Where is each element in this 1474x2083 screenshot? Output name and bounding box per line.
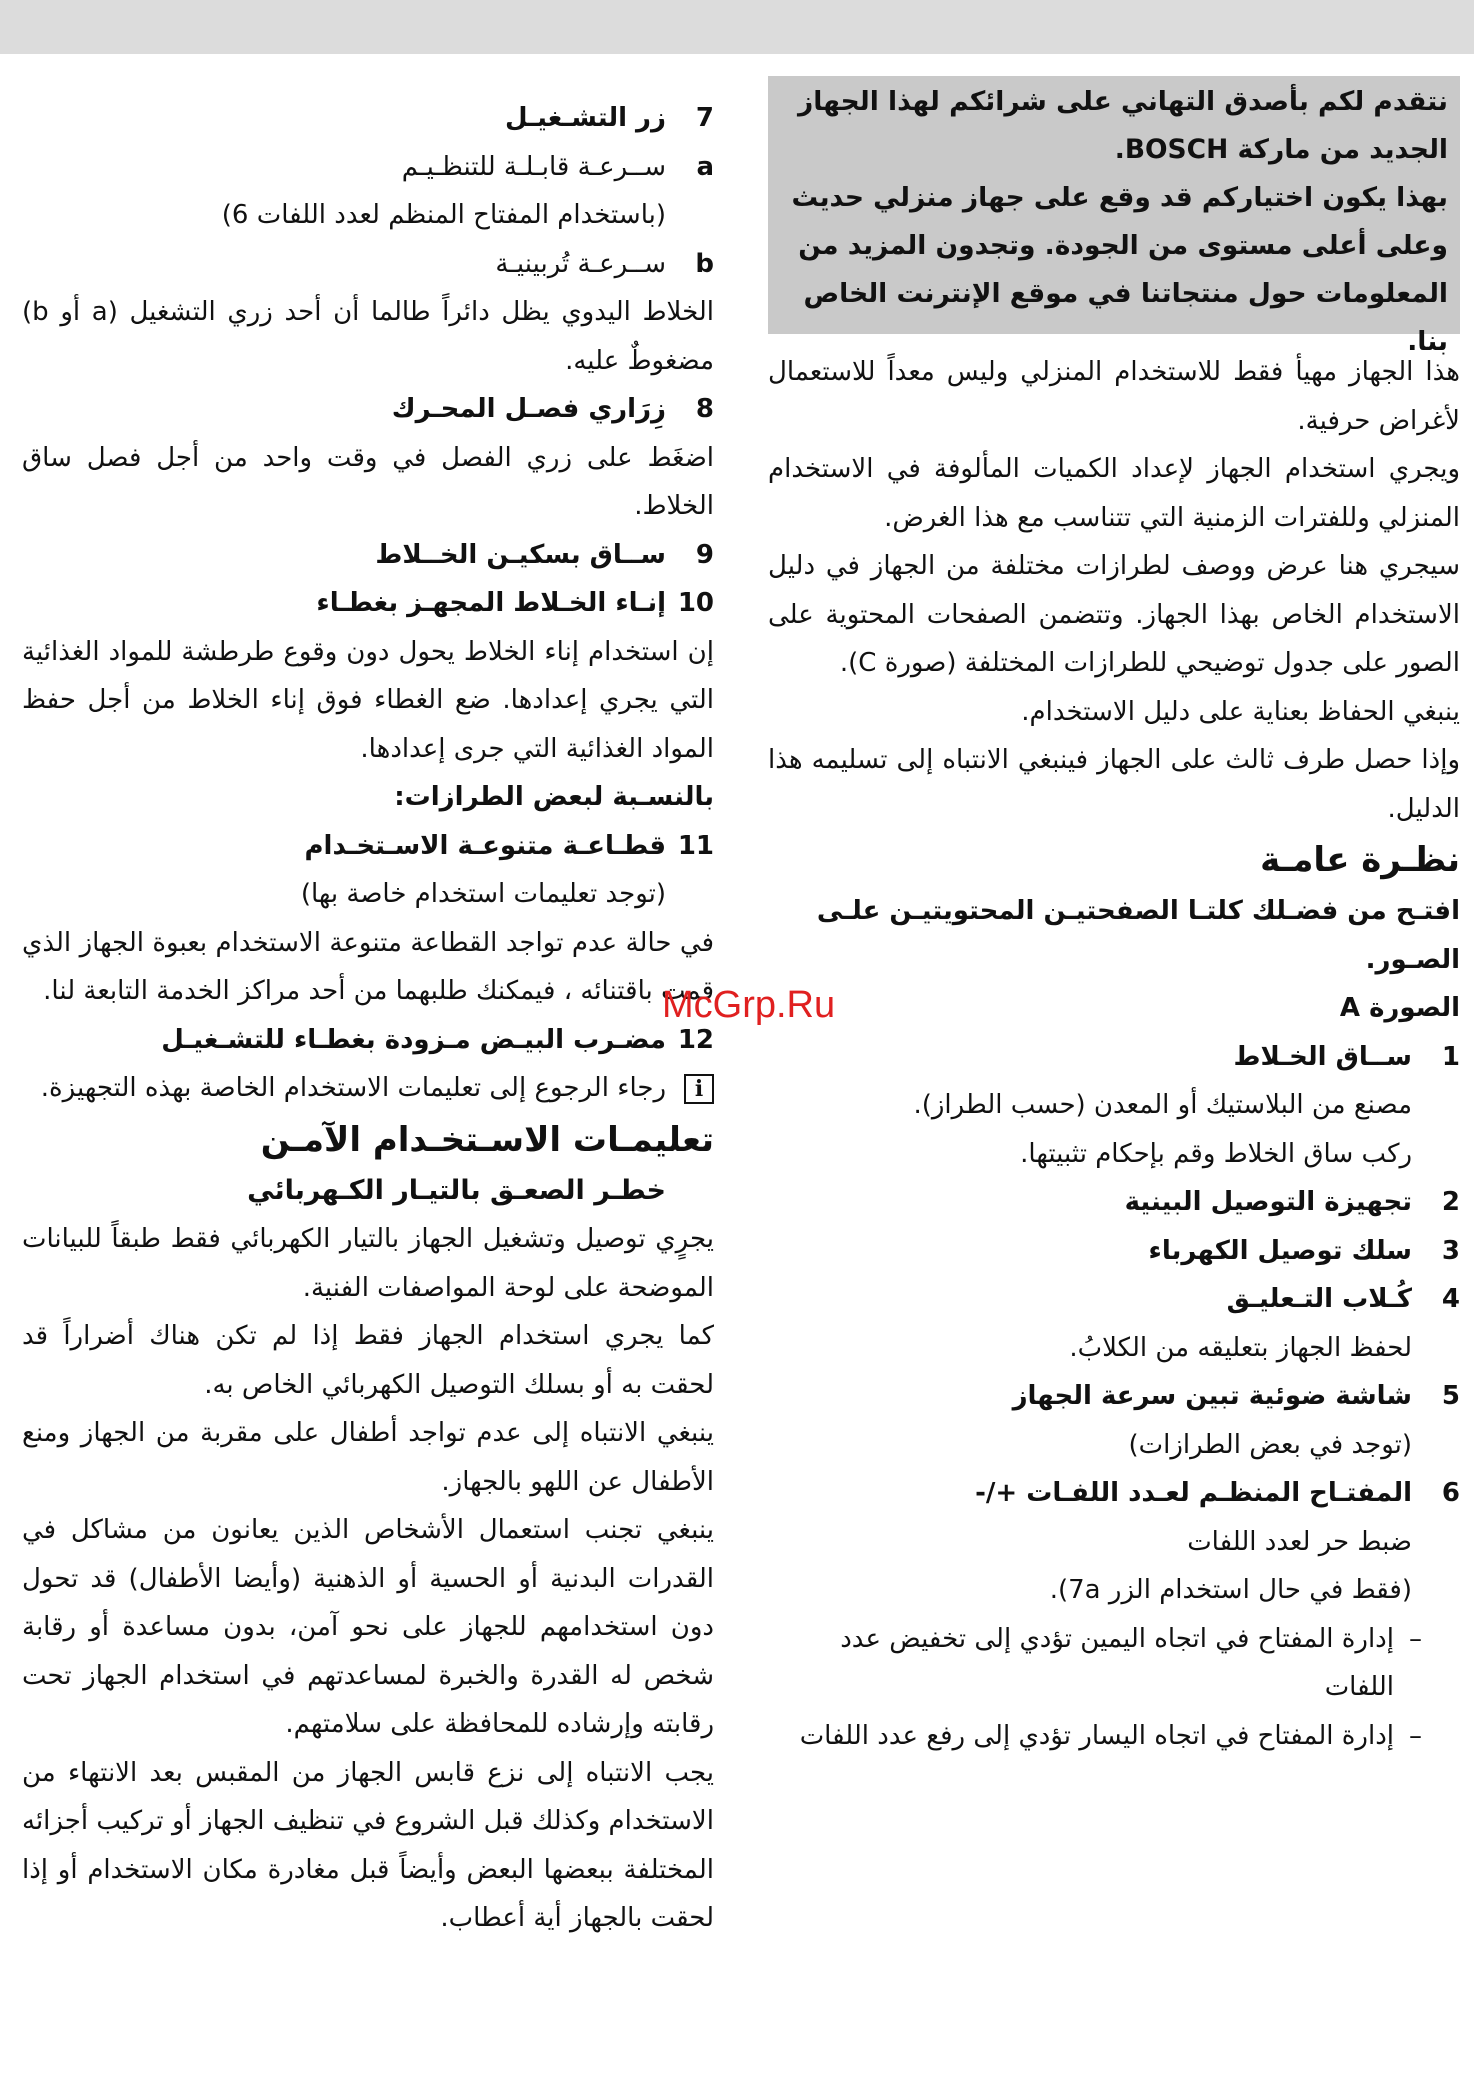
- overview-item-1: [768, 1033, 1460, 1082]
- item-number: 2: [1441, 1187, 1460, 1217]
- item-11: [22, 822, 714, 871]
- intro-line: وعلى أعلى مستوى من الجودة. وتجدون المزيد من: [798, 230, 1448, 261]
- left-column: [22, 94, 714, 1943]
- overview-item-5: [768, 1372, 1460, 1421]
- item-title: المفتـاح المنظـم لعـدد اللفـات +/-: [975, 1478, 1412, 1508]
- watermark: McGrp.Ru: [662, 984, 836, 1026]
- item-title: تجهيزة التوصيل البينية: [1124, 1187, 1412, 1217]
- paragraph: وإذا حصل طرف ثالث على الجهاز فينبغي الانتباه إلى تسليمه هذا الدليل.: [768, 745, 1460, 824]
- sub-text: ســرعـة تُربينيـة: [495, 248, 666, 279]
- intro-line: بهذا يكون اختياركم قد وقع على جهاز منزلي حديث: [791, 182, 1448, 213]
- paragraph: ينبغي الحفاظ بعناية على دليل الاستخدام.: [1021, 696, 1460, 727]
- intro-box: [768, 76, 1460, 357]
- item-number: 12: [677, 1024, 714, 1055]
- item-body: في حالة عدم تواجد القطاعة متنوعة الاستخدام بعبوة الجهاز الذي قمت باقتنائه ، فيمكنك طلبهما من أحد مراكز الخدمة التابعة لنا.: [22, 927, 714, 1006]
- dash-text: إدارة المفتاح في اتجاه اليسار تؤدي إلى رفع عدد اللفات: [799, 1720, 1394, 1751]
- overview-instruction: افتـح من فضـلك كلتـا الصفحتيـن المحتويتيـن علـى الصـور.: [816, 896, 1460, 975]
- item-9: [22, 531, 714, 580]
- intro-line: المعلومات حول منتجاتنا في موقع الإنترنت الخاص بنا.: [803, 278, 1448, 357]
- item-note: (توجد تعليمات استخدام خاصة بها): [300, 879, 666, 909]
- info-note: [22, 1064, 714, 1113]
- item-description: (توجد في بعض الطرازات): [1128, 1429, 1412, 1460]
- item-12: [22, 1016, 714, 1065]
- item-number: 5: [1441, 1381, 1460, 1411]
- item-number: 10: [677, 588, 714, 618]
- intro-line: نتقدم لكم بأصدق التهاني على شرائكم لهذا الجهاز: [797, 86, 1448, 117]
- item-number: 1: [1441, 1041, 1460, 1072]
- overview-heading: نظـرة عامـة: [1260, 840, 1460, 880]
- right-column: [768, 76, 1460, 1760]
- top-header-bar: [0, 0, 1474, 54]
- item-body: اضغَط على زري الفصل في وقت واحد من أجل فصل ساق الخلاط.: [22, 442, 714, 521]
- sub-label: b: [695, 248, 714, 279]
- intro-line: الجديد من ماركة BOSCH.: [1114, 134, 1448, 165]
- paragraph: هذا الجهاز مهيأ فقط للاستخدام المنزلي وليس معداً للاستعمال لأغراض حرفية.: [768, 357, 1460, 436]
- item-number: 7: [695, 103, 714, 133]
- item-description: (فقط في حال استخدام الزر 7a).: [1049, 1575, 1412, 1605]
- safety-heading: تعليمـات الاسـتخـدام الآمـن: [260, 1119, 714, 1160]
- item-number: 6: [1441, 1478, 1460, 1508]
- item-number: 4: [1441, 1284, 1460, 1314]
- item-number: 11: [677, 830, 714, 861]
- dash-mark: –: [1409, 1720, 1422, 1751]
- figure-label: الصورة A: [1339, 993, 1460, 1023]
- sub-item-a: [22, 143, 714, 192]
- info-icon: i: [684, 1074, 714, 1104]
- safety-subheading: خطـر الصعـق بالتيـار الكـهربائي: [247, 1174, 666, 1206]
- overview-item-2: [768, 1178, 1460, 1227]
- item-description: مصنع من البلاستيك أو المعدن (حسب الطراز).: [913, 1090, 1412, 1120]
- paragraph: سيجري هنا عرض ووصف لطرازات مختلفة من الجهاز في دليل الاستخدام الخاص بهذا الجهاز. وتتضمن الصفحات المحتوية على الصور على جدول توضيحي للطرازات المختلفة (صورة C).: [768, 551, 1460, 678]
- sub-label: a: [696, 151, 714, 182]
- item-title: زِرَاري فصـل المحـرك: [391, 394, 666, 424]
- item-body: الخلاط اليدوي يظل دائراً طالما أن أحد زري التشغيل (a أو b) مضغوطٌ عليه.: [22, 297, 714, 376]
- item-title: شاشة ضوئية تبين سرعة الجهاز: [1012, 1381, 1412, 1411]
- item-7: [22, 94, 714, 143]
- paragraph: ويجري استخدام الجهاز لإعداد الكميات المألوفة في الاستخدام المنزلي وللفترات الزمنية التي تتناسب مع هذا الغرض.: [768, 454, 1460, 533]
- sub-item-b: [22, 240, 714, 289]
- overview-item-4: [768, 1275, 1460, 1324]
- item-title: قطـاعـة متنوعـة الاسـتخـدام: [304, 830, 666, 861]
- item-description: لحفظ الجهاز بتعليقه من الكلابُ.: [1069, 1332, 1412, 1363]
- sub-note: (باستخدام المفتاح المنظم لعدد اللفات 6): [221, 200, 666, 230]
- safety-paragraph: ينبغي الانتباه إلى عدم تواجد أطفال على مقربة من الجهاز ومنع الأطفال عن اللهو بالجهاز.: [22, 1418, 714, 1497]
- item-8: [22, 385, 714, 434]
- item-number: 3: [1441, 1235, 1460, 1266]
- item-title: كُـلاب التـعليـق: [1226, 1284, 1412, 1314]
- safety-paragraph: يجرٍي توصيل وتشغيل الجهاز بالتيار الكهربائي فقط طبقاً للبيانات الموضحة على لوحة المواصفات الفنية.: [22, 1224, 714, 1303]
- item-title: إنـاء الخـلاط المجهـز بغطـاء: [316, 588, 666, 618]
- dash-text: إدارة المفتاح في اتجاه اليمين تؤدي إلى تخفيض عدد اللفات: [840, 1623, 1394, 1702]
- info-text: رجاء الرجوع إلى تعليمات الاستخدام الخاصة بهذه التجهيزة.: [40, 1073, 666, 1103]
- overview-item-3: [768, 1227, 1460, 1276]
- item-number: 8: [695, 394, 714, 424]
- dash-mark: –: [1409, 1623, 1422, 1654]
- safety-paragraph: ينبغي تجنب استعمال الأشخاص الذين يعانون من مشاكل في القدرات البدنية أو الحسية أو الذهنية (وأيضا الأطفال) قد تحول دون استخدامهم للجهاز على نحو آمن، بدون مساعدة أو رقابة شخص له القدرة والخبرة لمساعدتهم في استخدام الجهاز تحت رقابته وإرشاده للمحافظة على سلامتهم.: [22, 1515, 714, 1739]
- item-body: إن استخدام إناء الخلاط يحول دون وقوع طرطشة للمواد الغذائية التي يجري إعدادها. ضع الغطاء فوق إناء الخلاط من أجل حفظ المواد الغذائية التي جرى إعدادها.: [22, 636, 714, 764]
- item-title: مضـرب البيـض مـزودة بغطـاء للتشـغيـل: [161, 1024, 666, 1055]
- item-10: [22, 579, 714, 628]
- item-title: سلك توصيل الكهرباء: [1148, 1235, 1412, 1266]
- item-title: ســاق الخـلاط: [1233, 1041, 1412, 1072]
- sub-text: ســرعـة قابـلـة للتنظـيـم: [401, 151, 666, 182]
- dash-item: [768, 1615, 1460, 1712]
- item-description: ضبط حر لعدد اللفات: [1187, 1526, 1412, 1557]
- safety-paragraph: كما يجري استخدام الجهاز فقط إذا لم تكن هناك أضراراً قد لحقت به أو بسلك التوصيل الكهربائي الخاص به.: [22, 1321, 714, 1400]
- item-title: زر التشـغيـل: [504, 103, 666, 133]
- dash-item: [768, 1712, 1460, 1761]
- item-number: 9: [695, 539, 714, 570]
- item-title: ســاق بسكيـن الخــلاط: [375, 539, 666, 570]
- overview-item-6: [768, 1469, 1460, 1518]
- models-note: بالنسـبة لبعض الطرازات:: [394, 782, 714, 812]
- item-description: ركب ساق الخلاط وقم بإحكام تثبيتها.: [1020, 1138, 1412, 1169]
- safety-paragraph: يجب الانتباه إلى نزع قابس الجهاز من المقبس بعد الانتهاء من الاستخدام وكذلك قبل الشروع في تنظيف الجهاز أو تركيب أجزائه المختلفة ببعضها البعض وأيضاً قبل مغادرة مكان الاستخدام أو إذا لحقت بالجهاز أية أعطاب.: [22, 1757, 714, 1933]
